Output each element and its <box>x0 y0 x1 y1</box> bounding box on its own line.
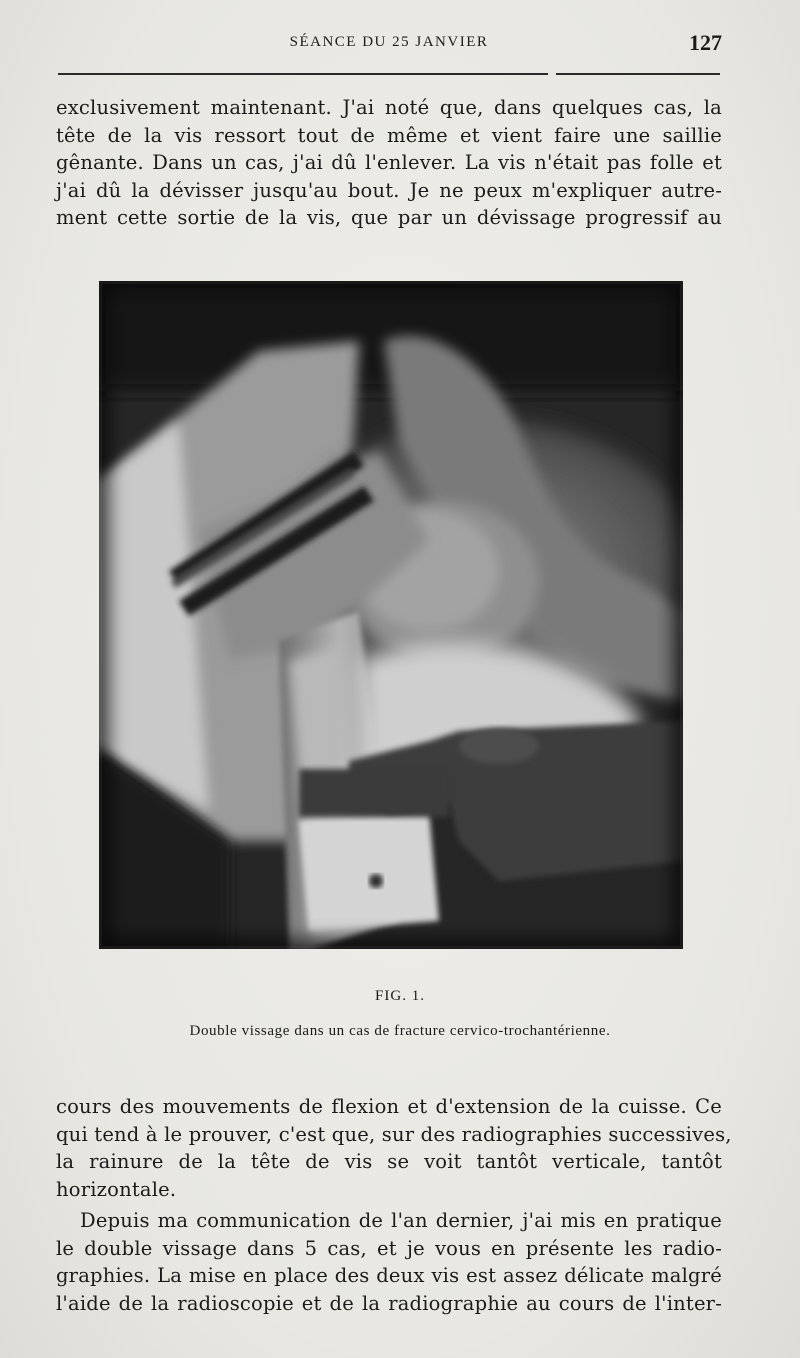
running-head <box>56 30 722 60</box>
header-rule-right <box>556 73 720 75</box>
text-line: le double vissage dans 5 cas, et je vous en présente les radio- <box>56 1236 722 1260</box>
figure-label: FIG. 1. <box>375 988 425 1004</box>
paragraph-2 <box>56 1093 732 1203</box>
text-line: tête de la vis ressort tout de même et vient faire une saillie <box>56 123 722 147</box>
text-line: qui tend à le prouver, c'est que, sur des radiographies successives, <box>56 1122 732 1146</box>
text-line: l'aide de la radioscopie et de la radiographie au cours de l'inter- <box>56 1291 722 1315</box>
running-head-title: SÉANCE DU 25 JANVIER <box>289 34 489 50</box>
text-line: exclusivement maintenant. J'ai noté que, dans quelques cas, la <box>56 96 722 119</box>
text-line: ment cette sortie de la vis, que par un dévissage progressif au <box>56 206 722 229</box>
text-line: la rainure de la tête de vis se voit tantôt verticale, tantôt <box>56 1150 722 1173</box>
text-line: j'ai dû la dévisser jusqu'au bout. Je ne peux m'expliquer autre- <box>56 178 722 202</box>
text-line: gênante. Dans un cas, j'ai dû l'enlever. La vis n'était pas folle et <box>56 151 722 174</box>
page-number: 127 <box>689 30 722 55</box>
text-line: cours des mouvements de flexion et d'extension de la cuisse. Ce <box>56 1095 722 1118</box>
figure-caption: Double vissage dans un cas de fracture cervico-trochantérienne. <box>189 1023 611 1039</box>
radiograph-figure <box>99 281 683 949</box>
radiograph-image <box>99 281 683 949</box>
header-rule-left <box>58 73 548 75</box>
paragraph-3 <box>56 1207 722 1317</box>
text-line: Depuis ma communication de l'an dernier, j'ai mis en pratique <box>80 1209 722 1232</box>
text-line: horizontale. <box>56 1177 177 1201</box>
text-line: graphies. La mise en place des deux vis est assez délicate malgré <box>56 1264 722 1287</box>
paragraph-1 <box>56 94 722 232</box>
